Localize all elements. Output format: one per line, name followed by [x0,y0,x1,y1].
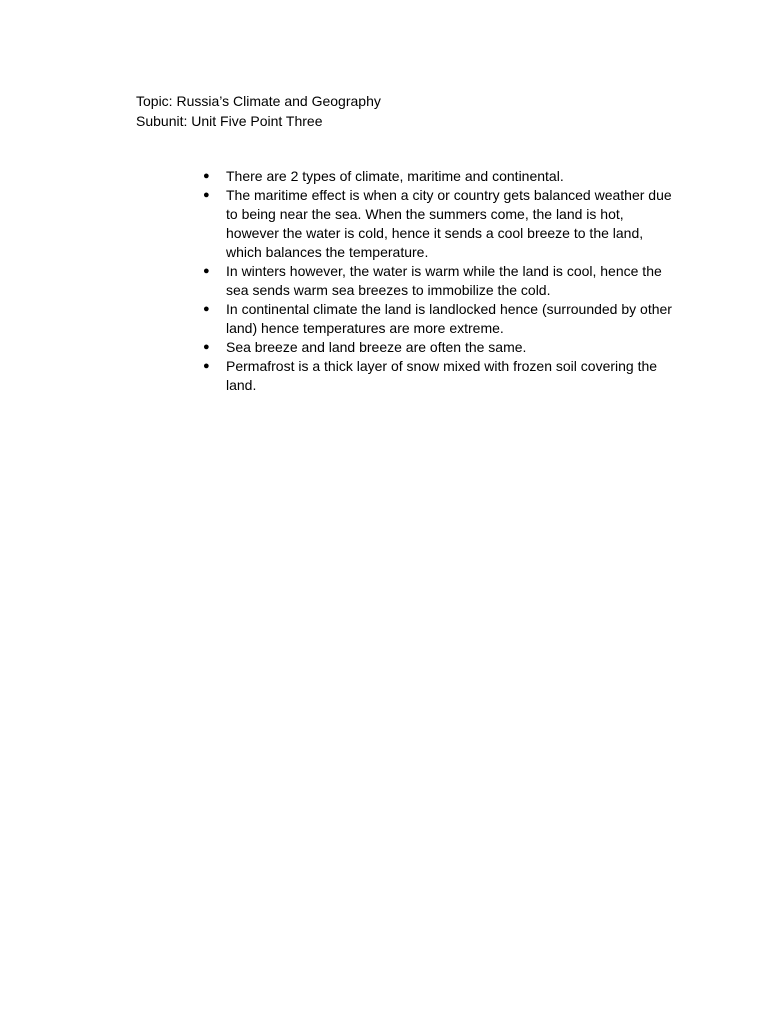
subunit-line: Subunit: Unit Five Point Three [136,113,323,129]
bullet-text: Sea breeze and land breeze are often the same. [226,339,527,355]
bullet-text: Permafrost is a thick layer of snow mixed with frozen soil covering the land. [226,358,658,393]
bullet-item [200,167,680,186]
bullet-icon: ● [203,303,210,315]
bullet-icon: ● [203,341,210,353]
bullet-icon: ● [203,265,210,277]
bullet-item [200,262,680,300]
bullet-text: The maritime effect is when a city or country gets balanced weather due to being near the sea. When the summers come, the land is hot, however the water is cold, hence it sends a cool breeze to the land, which balances the temperature. [226,187,672,260]
bullet-text: In winters however, the water is warm while the land is cool, hence the sea sends warm sea breezes to immobilize the cold. [226,263,662,298]
bullet-icon: ● [203,170,210,182]
bullet-item [200,338,680,357]
bullet-item [200,357,680,395]
bullet-text: In continental climate the land is landlocked hence (surrounded by other land) hence temperatures are more extreme. [226,301,672,336]
bullet-icon: ● [203,360,210,372]
document-header [136,91,381,131]
topic-line: Topic: Russia’s Climate and Geography [136,93,381,109]
bullet-item [200,300,680,338]
bullet-text: There are 2 types of climate, maritime and continental. [226,168,564,184]
bullet-item [200,186,680,262]
bullet-icon: ● [203,189,210,201]
notes-bullet-list [200,167,680,395]
